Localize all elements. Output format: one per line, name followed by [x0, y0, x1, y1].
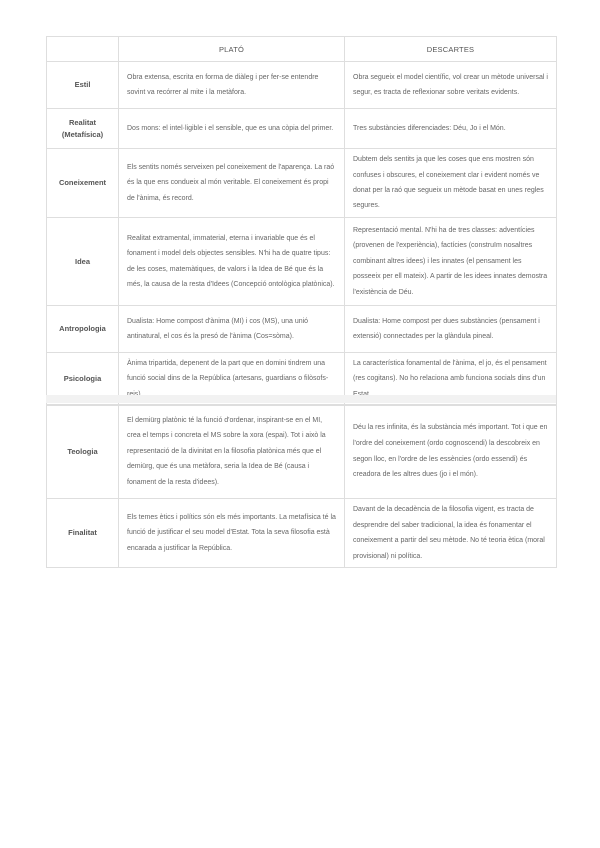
row-label: Idea: [47, 218, 119, 306]
plato-cell: Obra extensa, escrita en forma de diàleg i per fer-se entendre sovint va recórrer al mite i la metàfora.: [119, 62, 345, 109]
header-plato: PLATÓ: [119, 37, 345, 62]
plato-cell: Els sentits només serveixen pel coneixement de l'aparença. La raó és la que ens condueix al món veritable. El coneixement és propi de l'ànima, és record.: [119, 149, 345, 218]
plato-cell: Realitat extramental, immaterial, eterna i invariable que és el fonament i model dels objectes sensibles. N'hi ha de quatre tipus: de les coses, matemàtiques, de valors i la Idea de Bé que és la més, la causa de la resta d'Idees (Concepció ontològica platònica).: [119, 218, 345, 306]
table-header-row: [47, 37, 557, 62]
row-label: Coneixement: [47, 149, 119, 218]
table-row: [47, 149, 557, 218]
row-label: Teologia: [47, 405, 119, 499]
comparison-table: [46, 36, 557, 406]
row-label: Realitat (Metafísica): [47, 109, 119, 149]
plato-cell: Dos mons: el intel·ligible i el sensible, que es una còpia del primer.: [119, 109, 345, 149]
table-row: [47, 306, 557, 353]
descartes-cell: Tres substàncies diferenciades: Déu, Jo i el Món.: [345, 109, 557, 149]
descartes-cell: La característica fonamental de l'ànima, el jo, és el pensament (res cogitans). No ho relaciona amb funciona socials dins d'un: [345, 353, 557, 406]
plato-cell: Els temes ètics i polítics són els més importants. La metafísica té la funció de justificar el seu model d'Estat. Tota la seva filosofia està encarada a justificar la República.: [119, 499, 345, 568]
table-row: [47, 62, 557, 109]
plato-cell: Dualista: Home compost d'ànima (MI) i cos (MS), una unió antinatural, el cos és la presó de l'ànima (Cos=sòma).: [119, 306, 345, 353]
plato-cell: Ànima tripartida, depenent de la part que en domini tindrem una funció social dins de la República (artesans, guardians o filòsofs-: [119, 353, 345, 406]
row-label: Psicologia: [47, 353, 119, 406]
descartes-cell: Davant de la decadència de la filosofia vigent, es tracta de desprendre del saber tradicional, la idea és fonamentar el coneixement a partir del seu mètode. No té teoria ètica (moral provisional) ni política.: [345, 499, 557, 568]
table-row: [47, 405, 557, 499]
table-row: [47, 109, 557, 149]
row-label: Finalitat: [47, 499, 119, 568]
page-break-divider: [46, 395, 556, 403]
row-label: Antropologia: [47, 306, 119, 353]
descartes-cell: Déu la res infinita, és la substància més important. Tot i que en l'ordre del coneixement (ordo cognoscendi) la descobreix en segon lloc, en l'ordre de les essències (ordo essendi) és creadora de les altres dues (jo i el món).: [345, 405, 557, 499]
table-row: [47, 499, 557, 568]
comparison-table-continued: [46, 404, 557, 568]
table-row: [47, 218, 557, 306]
row-label: Estil: [47, 62, 119, 109]
descartes-cell: Dualista: Home compost per dues substàncies (pensament i extensió) connectades per la glàndula pineal.: [345, 306, 557, 353]
descartes-cell: Obra segueix el model científic, vol crear un mètode universal i segur, es tracta de reflexionar sobre veritats evidents.: [345, 62, 557, 109]
plato-cell: El demiürg platònic té la funció d'ordenar, inspirant-se en el MI, crea el temps i concreta el MS sobre la xora (espai). Tot i això la representació de la divinitat en la filosofia platònica més que el demiürg, que és una metàfora, seria la Idea de Bé (causa i fonament de la resta d'idees).: [119, 405, 345, 499]
header-empty: [47, 37, 119, 62]
descartes-cell: Representació mental. N'hi ha de tres classes: adventícies (provenen de l'experiència), factícies (construïm nosaltres combinant altres idees) i les innates (el pensament les posseeix per ell mateix). A partir de les idees innates demostra l'existència de Déu.: [345, 218, 557, 306]
header-descartes: DESCARTES: [345, 37, 557, 62]
descartes-cell: Dubtem dels sentits ja que les coses que ens mostren són confuses i obscures, el coneixement clar i evident només ve donat per la raó que segueix un mètode basat en unes regles segures.: [345, 149, 557, 218]
